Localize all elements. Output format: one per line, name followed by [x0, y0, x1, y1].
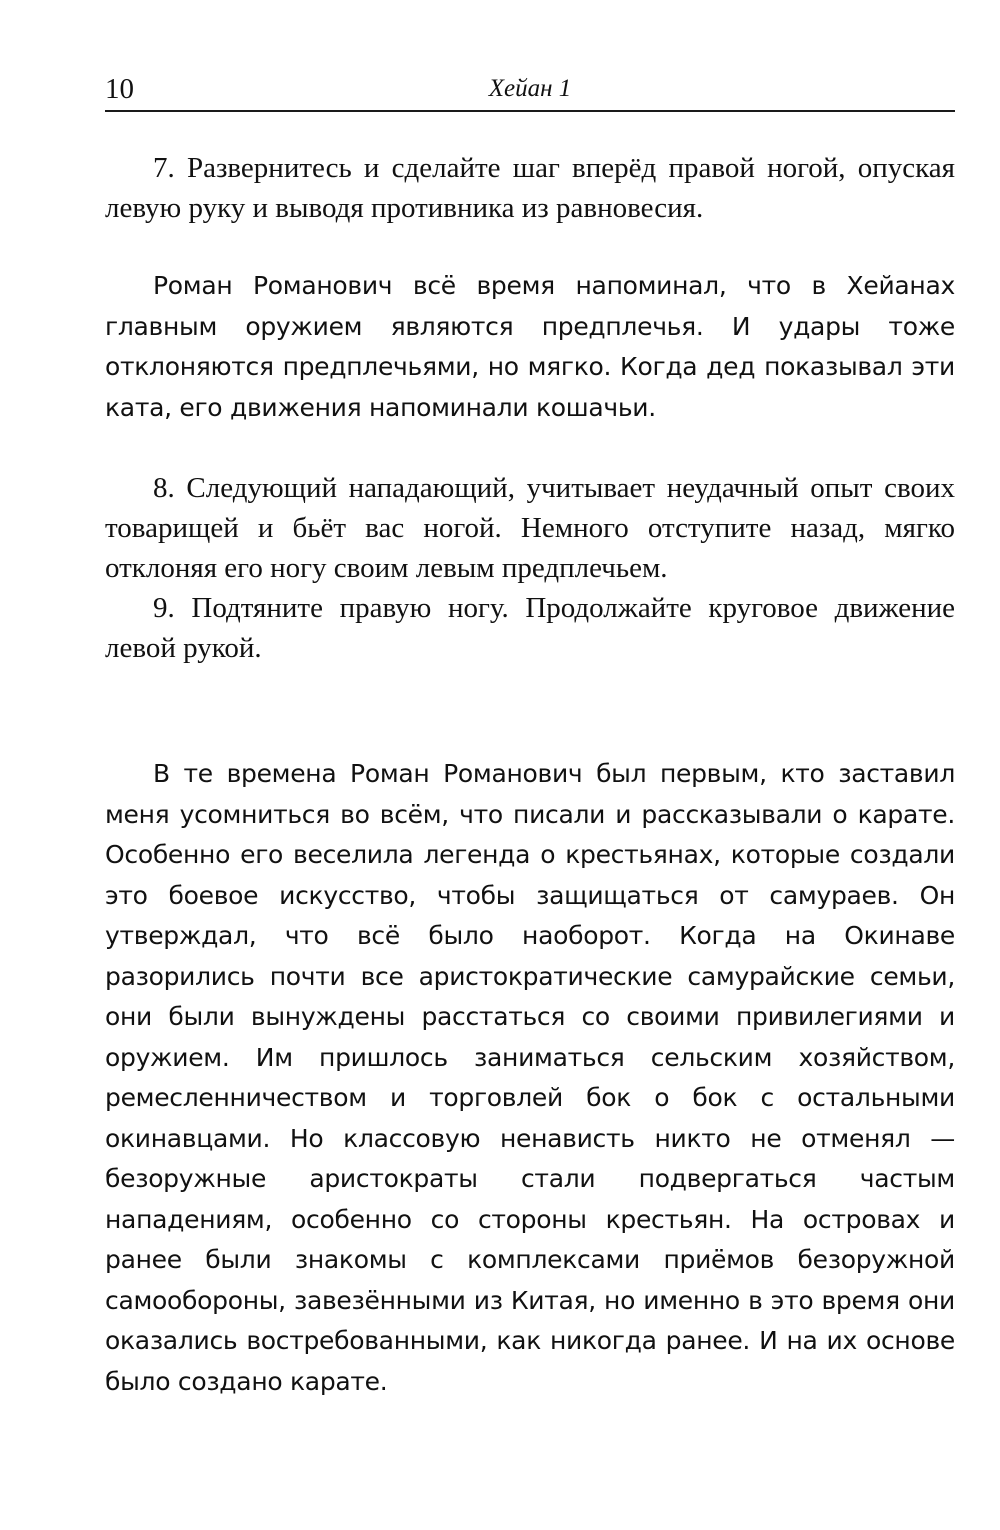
instruction-steps-8-9-block [105, 468, 955, 668]
page-number: 10 [105, 73, 134, 105]
commentary-paragraph-2: В те времена Роман Романович был первым, кто заставил меня усомниться во всём, что писали и рассказывали о карате. Особенно его веселила легенда о крестьянах, которые создали это боевое искусство, чтобы защищаться от самураев. Он утверждал, что всё было наоборот. Когда на Окинаве разорились почти все аристократические самурайские семьи, они были вынуждены расстаться со своими привилегиями и оружием. Им пришлось заниматься сельским хозяйством, ремесленничеством и торговлей бок о бок с остальными окинавцами. Но классовую ненависть никто не отменял — безоружные аристократы стали подвергаться частым нападениям, особенно со стороны крестьян. На островах и ранее были знакомы с комплексами приёмов безоружной самообороны, завезёнными из Китая, но именно в это время они оказались востребованными, как никогда ранее. И на их основе было создано карате. [105, 759, 955, 1396]
chapter-title: Хейан 1 [488, 75, 572, 102]
instruction-step-7-block [105, 148, 955, 228]
commentary-paragraph-1-block [105, 266, 955, 428]
commentary-paragraph-1: Роман Романович всё время напоминал, что в Хейанах главным оружием являются предплечья. И удары тоже отклоняются предплечьями, но мягко. Когда дед показывал эти ката, его движения напоминали кошачьи. [105, 271, 955, 422]
commentary-paragraph-2-block [105, 754, 955, 1402]
instruction-step-9: 9. Подтяните правую ногу. Продолжайте круговое движение левой рукой. [105, 592, 955, 664]
instruction-step-8: 8. Следующий нападающий, учитывает неудачный опыт своих товарищей и бьёт вас ногой. Немного отступите назад, мягко отклоняя его ногу своим левым предплечьем. [105, 472, 955, 584]
running-head [105, 66, 955, 112]
instruction-step-7: 7. Развернитесь и сделайте шаг вперёд правой ногой, опуская левую руку и выводя противника из равновесия. [105, 152, 955, 224]
